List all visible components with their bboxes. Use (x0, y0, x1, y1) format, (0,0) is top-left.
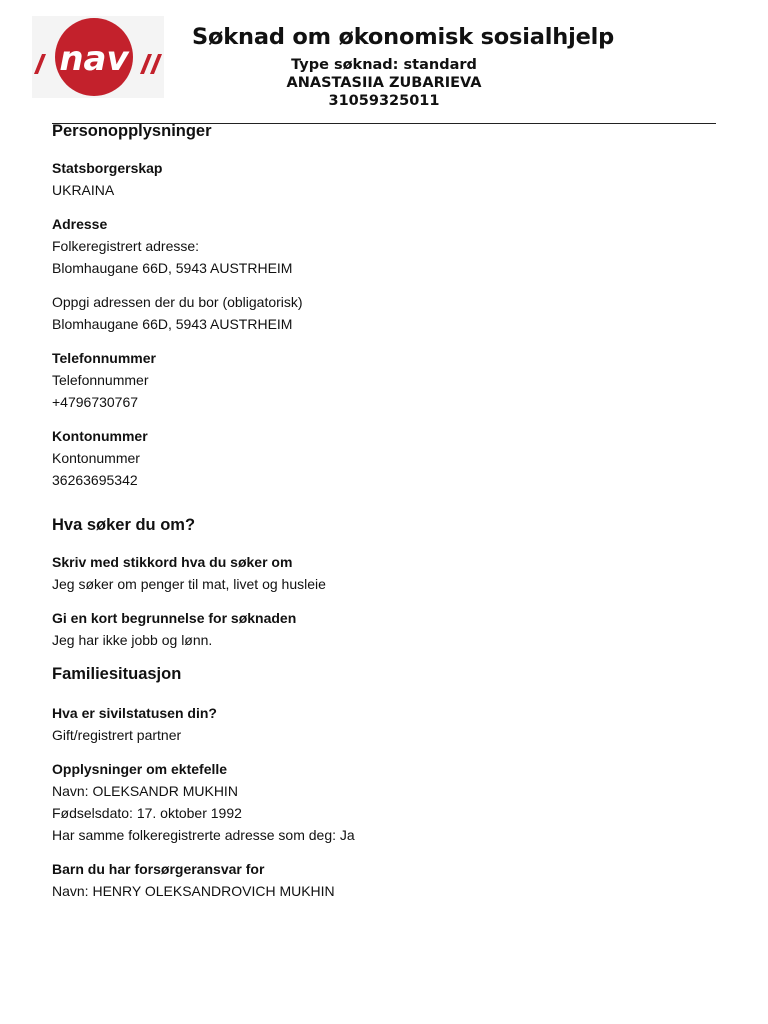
reason-group (52, 607, 712, 651)
civil-status-value: Gift/registrert partner (52, 727, 182, 743)
spouse-name: Navn: OLEKSANDR MUKHIN (52, 783, 238, 799)
phone-group (52, 347, 712, 413)
account-value: 36263695342 (52, 472, 138, 488)
phone-sublabel: Telefonnummer (52, 372, 149, 388)
address-group (52, 213, 712, 279)
child-name: Navn: HENRY OLEKSANDROVICH MUKHIN (52, 883, 335, 899)
keywords-label: Skriv med stikkord hva du søker om (52, 554, 293, 570)
phone-label: Telefonnummer (52, 350, 156, 366)
application-type: Type søknad: standard (291, 57, 477, 73)
page-title: Søknad om økonomisk sosialhjelp (192, 24, 615, 50)
registered-address-label: Folkeregistrert adresse: (52, 238, 200, 254)
keywords-group (52, 551, 712, 595)
applicant-id-number: 31059325011 (328, 93, 440, 109)
document-body (52, 120, 712, 902)
section-heading-personal: Personopplysninger (52, 122, 212, 140)
spouse-birth-date: Fødselsdato: 17. oktober 1992 (52, 805, 242, 821)
citizenship-value: UKRAINA (52, 182, 115, 198)
address-label: Adresse (52, 216, 108, 232)
reason-label: Gi en kort begrunnelse for søknaden (52, 610, 297, 626)
registered-address-value: Blomhaugane 66D, 5943 AUSTRHEIM (52, 260, 293, 276)
keywords-value: Jeg søker om penger til mat, livet og husleie (52, 576, 326, 592)
spouse-group (52, 758, 712, 846)
phone-value: +4796730767 (52, 394, 139, 410)
spouse-label: Opplysninger om ektefelle (52, 761, 228, 777)
section-heading-application: Hva søker du om? (52, 516, 196, 534)
account-label: Kontonummer (52, 428, 148, 444)
living-address-group (52, 291, 712, 335)
logo-text: nav (59, 39, 129, 79)
civil-status-group (52, 702, 712, 746)
living-address-label: Oppgi adressen der du bor (obligatorisk) (52, 294, 303, 310)
reason-value: Jeg har ikke jobb og lønn. (52, 632, 213, 648)
account-sublabel: Kontonummer (52, 450, 140, 466)
living-address-value: Blomhaugane 66D, 5943 AUSTRHEIM (52, 316, 293, 332)
citizenship-label: Statsborgerskap (52, 160, 163, 176)
citizenship-group (52, 157, 712, 201)
civil-status-label: Hva er sivilstatusen din? (52, 705, 217, 721)
children-label: Barn du har forsørgeransvar for (52, 861, 265, 877)
children-group (52, 858, 712, 902)
spouse-same-address: Har samme folkeregistrerte adresse som deg: Ja (52, 827, 355, 843)
applicant-name: ANASTASIIA ZUBARIEVA (286, 75, 482, 91)
section-heading-family: Familiesituasjon (52, 665, 182, 683)
account-group (52, 425, 712, 491)
